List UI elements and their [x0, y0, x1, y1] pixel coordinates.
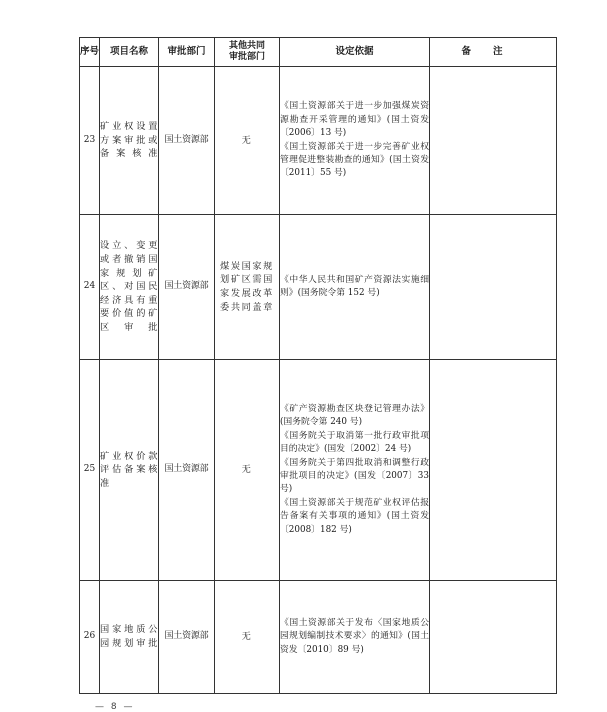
row-project-name: 设立、变更或者撤销国家规划矿区、对国民经济具有重要价值的矿区审批	[100, 215, 159, 360]
row-basis: 《矿产资源勘查区块登记管理办法》(国务院令第 240 号) 《国务院关于取消第一批行政审批项目的决定》(国发〔2002〕24 号) 《国务院关于第四批取消和调整行政审批项目的决定》(国发〔2007〕33 号) 《国土资源部关于规范矿业权评估报告备案有关事项的通知》(国土资发〔2008〕182 号)	[280, 360, 430, 581]
approval-items-table	[79, 37, 557, 694]
row-num: 26	[80, 581, 100, 694]
row-project-name: 国家地质公园规划审批	[100, 581, 159, 694]
header-remark: 备注	[430, 38, 557, 67]
row-dept: 国土资源部	[159, 215, 215, 360]
row-num: 25	[80, 360, 100, 581]
row-remark	[430, 215, 557, 360]
row-remark	[430, 360, 557, 581]
table-header-row	[80, 38, 557, 67]
row-remark	[430, 67, 557, 215]
row-dept: 国土资源部	[159, 360, 215, 581]
row-num: 23	[80, 67, 100, 215]
table-row	[80, 360, 557, 581]
header-num: 序号	[80, 38, 100, 67]
header-other-dept: 其他共同 审批部门	[215, 38, 280, 67]
header-dept: 审批部门	[159, 38, 215, 67]
row-other-dept: 无	[215, 360, 280, 581]
table-row	[80, 67, 557, 215]
row-basis: 《国土资源部关于进一步加强煤炭资源勘查开采管理的通知》(国土资发〔2006〕13 号) 《国土资源部关于进一步完善矿业权管理促进整装勘查的通知》(国土资发〔2011〕55 号)	[280, 67, 430, 215]
row-other-dept: 煤炭国家规划矿区需国家发展改革委共同盖章	[215, 215, 280, 360]
row-dept: 国土资源部	[159, 67, 215, 215]
row-basis: 《国土资源部关于发布〈国家地质公园规划编制技术要求〉的通知》(国土资发〔2010〕89 号)	[280, 581, 430, 694]
row-num: 24	[80, 215, 100, 360]
row-other-dept: 无	[215, 581, 280, 694]
header-name: 项目名称	[100, 38, 159, 67]
row-project-name: 矿业权设置方案审批或备案核准	[100, 67, 159, 215]
row-dept: 国土资源部	[159, 581, 215, 694]
table-row	[80, 215, 557, 360]
row-project-name: 矿业权价款评估备案核准	[100, 360, 159, 581]
row-remark	[430, 581, 557, 694]
table-row	[80, 581, 557, 694]
row-basis: 《中华人民共和国矿产资源法实施细则》(国务院令第 152 号)	[280, 215, 430, 360]
header-basis: 设定依据	[280, 38, 430, 67]
page-number: — 8 —	[95, 702, 135, 712]
row-other-dept: 无	[215, 67, 280, 215]
